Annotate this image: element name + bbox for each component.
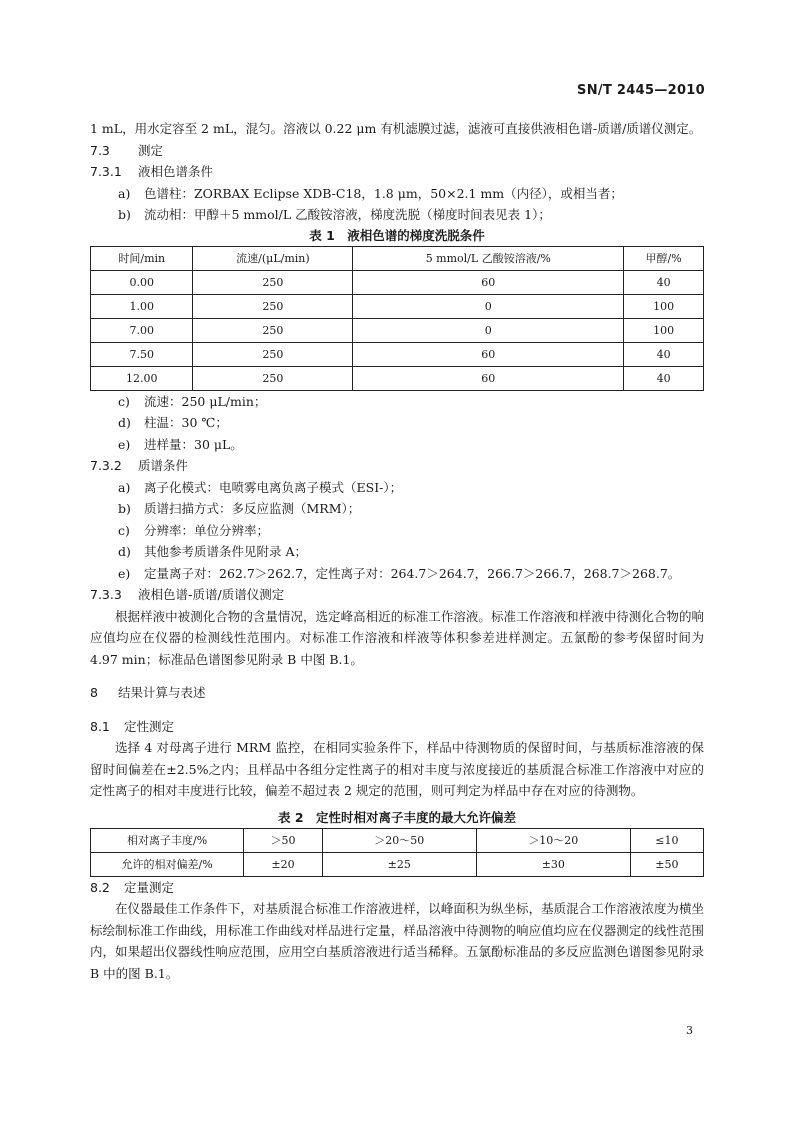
table-header-row [91, 246, 704, 270]
table-cell: 0.00 [91, 270, 193, 294]
table-cell: 250 [193, 294, 353, 318]
item-label: e) [118, 565, 131, 581]
section-number: 7.3.3 [90, 587, 122, 602]
section-title: 液相色谱条件 [138, 164, 214, 179]
table-1-caption: 表 1 液相色谱的梯度洗脱条件 [309, 227, 485, 243]
item-label: a) [118, 185, 131, 201]
section-title: 定量测定 [124, 879, 175, 895]
item-label: b) [118, 501, 131, 516]
item-text: 质谱扫描方式：多反应监测（MRM）； [144, 501, 361, 516]
table-cell: ±25 [322, 852, 476, 876]
item-text: 流动相：甲醇＋5 mmol/L 乙酸铵溶液，梯度洗脱（梯度时间表见表 1）； [144, 207, 551, 222]
list-item [90, 183, 704, 205]
table-cell: ＞20～50 [322, 828, 476, 852]
table-1 [90, 246, 704, 391]
table-cell: ≤10 [630, 828, 703, 852]
paragraph: 在仪器最佳工作条件下，对基质混合标准工作溶液进样，以峰面积为纵坐标，基质混合工作溶液浓度为横坐标绘制标准工作曲线，用标准工作曲线对样品进行定量，样品溶液中待测物的响应值均应在仪器测定的线性范围内，如果超出仪器线性响应范围，应用空白基质溶液进行适当稀释。五氯酚标准品的多反应监测色谱图参见附录 B 中的图 B.1。 [90, 901, 704, 981]
item-text: 定量离子对：262.7＞262.7，定性离子对：264.7＞264.7，266.7＞266.7，268.7＞268.7。 [144, 565, 681, 581]
table-cell: 250 [193, 342, 353, 366]
table-cell: 100 [624, 318, 704, 342]
item-text: 离子化模式：电喷雾电离负离子模式（ESI-）； [144, 479, 403, 495]
section-title: 质谱条件 [138, 458, 189, 473]
section-8-1-heading [90, 716, 704, 738]
table-cell: 0 [353, 294, 624, 318]
section-8-2-heading [90, 877, 704, 899]
table-2-caption: 表 2 定性时相对离子丰度的最大允许偏差 [277, 809, 517, 825]
table-cell: 12.00 [91, 366, 193, 390]
item-label: d) [118, 415, 131, 430]
table-header-cell: 流速/(μL/min) [193, 246, 353, 270]
list-item [90, 477, 704, 499]
table-cell: ±50 [630, 852, 703, 876]
table-cell: ±30 [476, 852, 630, 876]
table-header-cell: 相对离子丰度/% [91, 828, 244, 852]
section-number: 8.2 [90, 879, 110, 895]
section-number: 7.3 [90, 142, 110, 158]
item-label: d) [118, 544, 131, 559]
item-text: 色谱柱：ZORBAX Eclipse XDB-C18，1.8 μm，50×2.1 mm（内径），或相当者； [144, 185, 623, 201]
list-item [90, 563, 704, 585]
table-cell: ±20 [244, 852, 323, 876]
table-row [91, 342, 704, 366]
list-item [90, 204, 704, 226]
section-7-3-heading [90, 140, 704, 162]
list-item [90, 541, 704, 563]
table-cell: 40 [624, 270, 704, 294]
paragraph: 选择 4 对母离子进行 MRM 监控，在相同实验条件下，样品中待测物质的保留时间，与基质标准溶液的保留时间偏差在±2.5%之内；且样品中各组分定性离子的相对丰度与浓度接近的基质混合标准工作溶液中对应的定性离子的相对丰度进行比较，偏差不超过表 2 规定的范围，则可判定为样品中存在对应的待测物。 [90, 740, 704, 798]
table-cell: 250 [193, 366, 353, 390]
section-title: 结果计算与表述 [118, 685, 206, 700]
table-cell: 0 [353, 318, 624, 342]
paragraph: 根据样液中被测化合物的含量情况，选定峰高相近的标准工作溶液。标准工作溶液和样液中待测化合物的响应值均应在仪器的检测线性范围内。对标准工作溶液和样液等体积参差进样测定。五氯酚的参考保留时间为 4.97 min；标准品色谱图参见附录 B 中图 B.1。 [90, 608, 704, 667]
table-cell: 40 [624, 342, 704, 366]
item-label: c) [118, 522, 130, 538]
item-label: c) [118, 393, 130, 409]
table-header-cell: 允许的相对偏差/% [91, 852, 244, 876]
table-header-cell: 甲醇/% [624, 246, 704, 270]
standard-code: SN/T 2445—2010 [577, 83, 705, 98]
table-cell: 1.00 [91, 294, 193, 318]
table-row [91, 828, 704, 852]
table-row [91, 366, 704, 390]
table-2 [90, 828, 704, 877]
section-number: 7.3.1 [90, 164, 122, 179]
table-cell: 40 [624, 366, 704, 390]
table-cell: 60 [353, 366, 624, 390]
table-cell: ＞10～20 [476, 828, 630, 852]
table-header-cell: 5 mmol/L 乙酸铵溶液/% [353, 246, 624, 270]
section-title: 定性测定 [124, 718, 175, 734]
table-cell: 7.00 [91, 318, 193, 342]
section-title: 测定 [138, 142, 164, 158]
table-row [91, 270, 704, 294]
section-number: 8.1 [90, 718, 110, 734]
item-label: b) [118, 207, 131, 222]
table-cell: 60 [353, 342, 624, 366]
table-cell: 250 [193, 270, 353, 294]
section-number: 8 [90, 685, 98, 700]
item-text: 分辨率：单位分辨率； [144, 522, 270, 538]
table-cell: 100 [624, 294, 704, 318]
section-7-3-3-heading [90, 584, 704, 606]
page-number: 3 [686, 1024, 693, 1037]
table-cell: 250 [193, 318, 353, 342]
section-number: 7.3.2 [90, 458, 122, 473]
list-item [90, 498, 704, 520]
section-7-3-1-heading [90, 161, 704, 183]
page-content [90, 118, 704, 984]
item-text: 柱温：30 ℃； [144, 415, 228, 430]
table-header-cell: 时间/min [91, 246, 193, 270]
item-label: a) [118, 479, 131, 495]
table-row [91, 294, 704, 318]
item-text: 进样量：30 μL。 [144, 436, 243, 452]
list-item [90, 391, 704, 413]
item-label: e) [118, 436, 131, 452]
table-cell: ＞50 [244, 828, 323, 852]
list-item [90, 520, 704, 542]
table-row [91, 852, 704, 876]
intro-paragraph: 1 mL，用水定容至 2 mL，混匀。溶液以 0.22 μm 有机滤膜过滤，滤液可直接供液相色谱-质谱/质谱仪测定。 [90, 121, 702, 136]
list-item [90, 434, 704, 456]
section-title: 液相色谱-质谱/质谱仪测定 [138, 587, 285, 602]
section-8-heading [90, 682, 704, 704]
item-text: 流速：250 μL/min； [144, 393, 267, 409]
table-row [91, 318, 704, 342]
list-item [90, 412, 704, 434]
item-text: 其他参考质谱条件见附录 A； [144, 544, 308, 559]
table-cell: 7.50 [91, 342, 193, 366]
section-7-3-2-heading [90, 455, 704, 477]
table-cell: 60 [353, 270, 624, 294]
